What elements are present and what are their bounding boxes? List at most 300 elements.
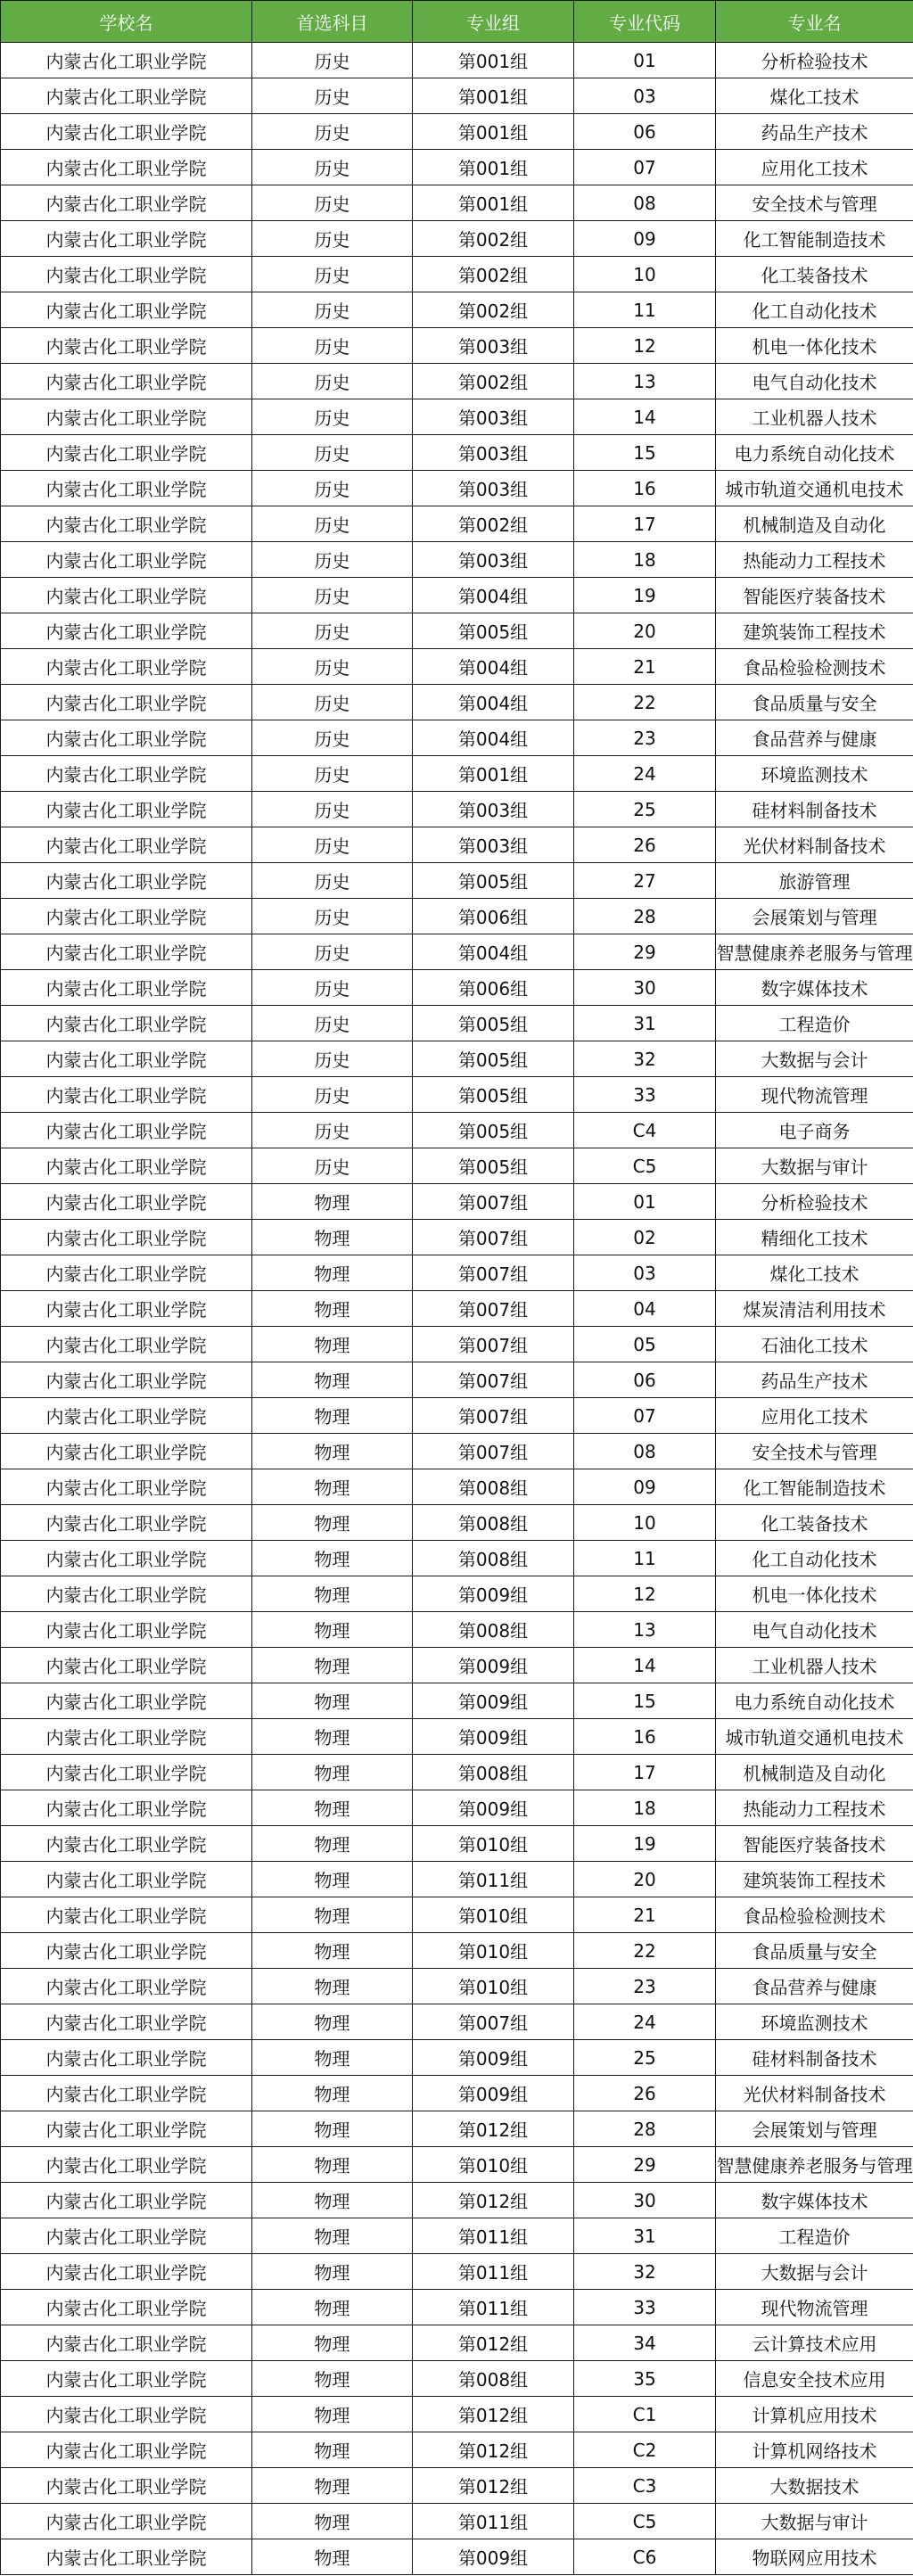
- code-cell: 12: [574, 328, 716, 364]
- group-cell: 第004组: [413, 720, 574, 756]
- code-cell: 10: [574, 1505, 716, 1541]
- school-cell: 内蒙古化工职业学院: [1, 1648, 252, 1683]
- subject-cell: 物理: [252, 2290, 413, 2325]
- table-row: [1, 1220, 913, 1255]
- major-cell: 旅游管理: [716, 863, 913, 899]
- code-cell: 18: [574, 1790, 716, 1826]
- group-cell: 第008组: [413, 1505, 574, 1541]
- school-cell: 内蒙古化工职业学院: [1, 1255, 252, 1291]
- code-cell: 25: [574, 2040, 716, 2076]
- code-cell: 23: [574, 1969, 716, 2004]
- subject-cell: 物理: [252, 1434, 413, 1469]
- school-cell: 内蒙古化工职业学院: [1, 1969, 252, 2004]
- table-row: [1, 1255, 913, 1291]
- group-cell: 第003组: [413, 471, 574, 506]
- subject-cell: 历史: [252, 827, 413, 863]
- major-cell: 化工智能制造技术: [716, 1469, 913, 1505]
- group-cell: 第005组: [413, 1041, 574, 1077]
- major-cell: 工业机器人技术: [716, 399, 913, 435]
- code-cell: 29: [574, 934, 716, 970]
- group-cell: 第008组: [413, 1612, 574, 1648]
- group-cell: 第007组: [413, 1398, 574, 1434]
- group-cell: 第007组: [413, 1291, 574, 1327]
- table-row: [1, 2290, 913, 2325]
- major-cell: 化工自动化技术: [716, 1541, 913, 1576]
- subject-cell: 历史: [252, 150, 413, 185]
- table-row: [1, 1398, 913, 1434]
- group-cell: 第012组: [413, 2432, 574, 2468]
- group-cell: 第012组: [413, 2397, 574, 2432]
- school-cell: 内蒙古化工职业学院: [1, 1755, 252, 1790]
- group-cell: 第004组: [413, 649, 574, 685]
- major-cell: 智能医疗装备技术: [716, 1826, 913, 1862]
- table-row: [1, 2040, 913, 2076]
- table-row: [1, 2218, 913, 2254]
- group-cell: 第011组: [413, 2290, 574, 2325]
- group-cell: 第007组: [413, 2004, 574, 2040]
- code-cell: 03: [574, 1255, 716, 1291]
- table-row: [1, 435, 913, 471]
- code-cell: 07: [574, 1398, 716, 1434]
- major-cell: 信息安全技术应用: [716, 2361, 913, 2397]
- school-cell: 内蒙古化工职业学院: [1, 150, 252, 185]
- code-cell: 30: [574, 2183, 716, 2218]
- major-cell: 硅材料制备技术: [716, 792, 913, 827]
- code-cell: 08: [574, 185, 716, 221]
- subject-cell: 历史: [252, 506, 413, 542]
- group-cell: 第006组: [413, 899, 574, 934]
- major-cell: 电力系统自动化技术: [716, 1683, 913, 1719]
- code-cell: 26: [574, 827, 716, 863]
- school-cell: 内蒙古化工职业学院: [1, 863, 252, 899]
- group-cell: 第011组: [413, 2254, 574, 2290]
- code-cell: 34: [574, 2325, 716, 2361]
- school-cell: 内蒙古化工职业学院: [1, 1719, 252, 1755]
- major-cell: 大数据与会计: [716, 1041, 913, 1077]
- code-cell: 01: [574, 43, 716, 78]
- table-row: [1, 720, 913, 756]
- table-row: [1, 1576, 913, 1612]
- table-row: [1, 899, 913, 934]
- subject-cell: 物理: [252, 2504, 413, 2539]
- table-row: [1, 1862, 913, 1897]
- group-cell: 第007组: [413, 1327, 574, 1362]
- code-cell: 21: [574, 1897, 716, 1933]
- subject-cell: 物理: [252, 1327, 413, 1362]
- table-row: [1, 1006, 913, 1041]
- table-row: [1, 1790, 913, 1826]
- table-row: [1, 2183, 913, 2218]
- major-cell: 大数据与会计: [716, 2254, 913, 2290]
- code-cell: 20: [574, 1862, 716, 1897]
- major-cell: 食品营养与健康: [716, 1969, 913, 2004]
- school-cell: 内蒙古化工职业学院: [1, 2361, 252, 2397]
- code-cell: 27: [574, 863, 716, 899]
- subject-cell: 历史: [252, 792, 413, 827]
- subject-cell: 历史: [252, 1148, 413, 1184]
- code-cell: 22: [574, 1933, 716, 1969]
- group-cell: 第009组: [413, 1683, 574, 1719]
- major-cell: 化工自动化技术: [716, 292, 913, 328]
- group-cell: 第010组: [413, 1969, 574, 2004]
- school-cell: 内蒙古化工职业学院: [1, 1541, 252, 1576]
- school-cell: 内蒙古化工职业学院: [1, 43, 252, 78]
- subject-cell: 物理: [252, 2147, 413, 2183]
- subject-cell: 历史: [252, 1041, 413, 1077]
- table-row: [1, 1933, 913, 1969]
- code-cell: 21: [574, 649, 716, 685]
- group-cell: 第006组: [413, 970, 574, 1006]
- school-cell: 内蒙古化工职业学院: [1, 506, 252, 542]
- header-code: 专业代码: [574, 1, 716, 43]
- table-row: [1, 1113, 913, 1148]
- table-row: [1, 1291, 913, 1327]
- code-cell: 05: [574, 1327, 716, 1362]
- group-cell: 第007组: [413, 1220, 574, 1255]
- major-cell: 智慧健康养老服务与管理: [716, 934, 913, 970]
- subject-cell: 物理: [252, 2076, 413, 2111]
- major-cell: 煤化工技术: [716, 1255, 913, 1291]
- major-cell: 化工装备技术: [716, 257, 913, 292]
- table-row: [1, 221, 913, 257]
- subject-cell: 物理: [252, 2539, 413, 2575]
- major-cell: 智能医疗装备技术: [716, 578, 913, 613]
- major-cell: 现代物流管理: [716, 2290, 913, 2325]
- school-cell: 内蒙古化工职业学院: [1, 114, 252, 150]
- school-cell: 内蒙古化工职业学院: [1, 720, 252, 756]
- group-cell: 第007组: [413, 1362, 574, 1398]
- group-cell: 第005组: [413, 1148, 574, 1184]
- subject-cell: 物理: [252, 1220, 413, 1255]
- table-row: [1, 827, 913, 863]
- code-cell: 25: [574, 792, 716, 827]
- table-row: [1, 1541, 913, 1576]
- table-row: [1, 1755, 913, 1790]
- code-cell: C5: [574, 1148, 716, 1184]
- subject-cell: 历史: [252, 114, 413, 150]
- major-cell: 煤炭清洁利用技术: [716, 1291, 913, 1327]
- code-cell: C1: [574, 2397, 716, 2432]
- subject-cell: 物理: [252, 1398, 413, 1434]
- code-cell: 09: [574, 221, 716, 257]
- major-cell: 光伏材料制备技术: [716, 2076, 913, 2111]
- major-cell: 热能动力工程技术: [716, 542, 913, 578]
- group-cell: 第008组: [413, 1541, 574, 1576]
- school-cell: 内蒙古化工职业学院: [1, 970, 252, 1006]
- table-row: [1, 2539, 913, 2575]
- code-cell: 19: [574, 578, 716, 613]
- major-cell: 电力系统自动化技术: [716, 435, 913, 471]
- school-cell: 内蒙古化工职业学院: [1, 1683, 252, 1719]
- major-cell: 化工装备技术: [716, 1505, 913, 1541]
- subject-cell: 历史: [252, 364, 413, 399]
- group-cell: 第009组: [413, 2076, 574, 2111]
- header-major: 专业名: [716, 1, 913, 43]
- subject-cell: 物理: [252, 1897, 413, 1933]
- major-cell: 药品生产技术: [716, 114, 913, 150]
- group-cell: 第007组: [413, 1255, 574, 1291]
- subject-cell: 历史: [252, 863, 413, 899]
- subject-cell: 物理: [252, 2040, 413, 2076]
- major-cell: 食品检验检测技术: [716, 1897, 913, 1933]
- school-cell: 内蒙古化工职业学院: [1, 685, 252, 720]
- group-cell: 第005组: [413, 1113, 574, 1148]
- school-cell: 内蒙古化工职业学院: [1, 1113, 252, 1148]
- major-cell: 计算机网络技术: [716, 2432, 913, 2468]
- major-cell: 机电一体化技术: [716, 328, 913, 364]
- school-cell: 内蒙古化工职业学院: [1, 1612, 252, 1648]
- school-cell: 内蒙古化工职业学院: [1, 2397, 252, 2432]
- subject-cell: 物理: [252, 1576, 413, 1612]
- school-cell: 内蒙古化工职业学院: [1, 899, 252, 934]
- major-cell: 电气自动化技术: [716, 1612, 913, 1648]
- school-cell: 内蒙古化工职业学院: [1, 2468, 252, 2504]
- code-cell: 06: [574, 114, 716, 150]
- school-cell: 内蒙古化工职业学院: [1, 2432, 252, 2468]
- code-cell: 30: [574, 970, 716, 1006]
- school-cell: 内蒙古化工职业学院: [1, 1006, 252, 1041]
- code-cell: 16: [574, 471, 716, 506]
- major-cell: 电子商务: [716, 1113, 913, 1148]
- school-cell: 内蒙古化工职业学院: [1, 2004, 252, 2040]
- school-cell: 内蒙古化工职业学院: [1, 328, 252, 364]
- group-cell: 第005组: [413, 1006, 574, 1041]
- subject-cell: 物理: [252, 1790, 413, 1826]
- major-cell: 安全技术与管理: [716, 185, 913, 221]
- school-cell: 内蒙古化工职业学院: [1, 1826, 252, 1862]
- major-cell: 食品检验检测技术: [716, 649, 913, 685]
- major-cell: 工程造价: [716, 2218, 913, 2254]
- code-cell: 17: [574, 1755, 716, 1790]
- code-cell: 29: [574, 2147, 716, 2183]
- subject-cell: 历史: [252, 78, 413, 114]
- subject-cell: 物理: [252, 1505, 413, 1541]
- code-cell: 24: [574, 2004, 716, 2040]
- school-cell: 内蒙古化工职业学院: [1, 613, 252, 649]
- table-row: [1, 1148, 913, 1184]
- subject-cell: 历史: [252, 899, 413, 934]
- major-cell: 药品生产技术: [716, 1362, 913, 1398]
- major-cell: 数字媒体技术: [716, 2183, 913, 2218]
- major-cell: 机电一体化技术: [716, 1576, 913, 1612]
- subject-cell: 物理: [252, 1969, 413, 2004]
- table-row: [1, 2397, 913, 2432]
- table-row: [1, 756, 913, 792]
- code-cell: 26: [574, 2076, 716, 2111]
- header-subject: 首选科目: [252, 1, 413, 43]
- group-cell: 第004组: [413, 934, 574, 970]
- table-row: [1, 364, 913, 399]
- major-cell: 硅材料制备技术: [716, 2040, 913, 2076]
- school-cell: 内蒙古化工职业学院: [1, 364, 252, 399]
- group-cell: 第002组: [413, 257, 574, 292]
- group-cell: 第002组: [413, 221, 574, 257]
- code-cell: 17: [574, 506, 716, 542]
- subject-cell: 物理: [252, 1648, 413, 1683]
- table-row: [1, 328, 913, 364]
- major-cell: 食品营养与健康: [716, 720, 913, 756]
- subject-cell: 物理: [252, 2432, 413, 2468]
- table-row: [1, 1612, 913, 1648]
- school-cell: 内蒙古化工职业学院: [1, 2325, 252, 2361]
- group-cell: 第001组: [413, 185, 574, 221]
- group-cell: 第002组: [413, 506, 574, 542]
- group-cell: 第003组: [413, 399, 574, 435]
- major-cell: 数字媒体技术: [716, 970, 913, 1006]
- school-cell: 内蒙古化工职业学院: [1, 1362, 252, 1398]
- group-cell: 第004组: [413, 685, 574, 720]
- group-cell: 第003组: [413, 435, 574, 471]
- school-cell: 内蒙古化工职业学院: [1, 1897, 252, 1933]
- code-cell: 35: [574, 2361, 716, 2397]
- code-cell: 10: [574, 257, 716, 292]
- group-cell: 第009组: [413, 2040, 574, 2076]
- school-cell: 内蒙古化工职业学院: [1, 185, 252, 221]
- table-row: [1, 1469, 913, 1505]
- major-cell: 热能动力工程技术: [716, 1790, 913, 1826]
- table-row: [1, 2504, 913, 2539]
- code-cell: C6: [574, 2539, 716, 2575]
- subject-cell: 历史: [252, 542, 413, 578]
- school-cell: 内蒙古化工职业学院: [1, 399, 252, 435]
- code-cell: 13: [574, 1612, 716, 1648]
- group-cell: 第010组: [413, 2147, 574, 2183]
- table-row: [1, 506, 913, 542]
- group-cell: 第007组: [413, 1434, 574, 1469]
- group-cell: 第002组: [413, 364, 574, 399]
- group-cell: 第012组: [413, 2183, 574, 2218]
- table-row: [1, 43, 913, 78]
- school-cell: 内蒙古化工职业学院: [1, 2147, 252, 2183]
- group-cell: 第001组: [413, 114, 574, 150]
- group-cell: 第012组: [413, 2325, 574, 2361]
- subject-cell: 历史: [252, 970, 413, 1006]
- major-cell: 建筑装饰工程技术: [716, 1862, 913, 1897]
- table-row: [1, 1969, 913, 2004]
- school-cell: 内蒙古化工职业学院: [1, 2040, 252, 2076]
- major-cell: 环境监测技术: [716, 756, 913, 792]
- school-cell: 内蒙古化工职业学院: [1, 1933, 252, 1969]
- code-cell: 23: [574, 720, 716, 756]
- group-cell: 第011组: [413, 2504, 574, 2539]
- group-cell: 第005组: [413, 863, 574, 899]
- school-cell: 内蒙古化工职业学院: [1, 542, 252, 578]
- subject-cell: 物理: [252, 1469, 413, 1505]
- school-cell: 内蒙古化工职业学院: [1, 756, 252, 792]
- table-row: [1, 2147, 913, 2183]
- code-cell: 13: [574, 364, 716, 399]
- major-cell: 大数据技术: [716, 2468, 913, 2504]
- school-cell: 内蒙古化工职业学院: [1, 2076, 252, 2111]
- school-cell: 内蒙古化工职业学院: [1, 827, 252, 863]
- school-cell: 内蒙古化工职业学院: [1, 1505, 252, 1541]
- school-cell: 内蒙古化工职业学院: [1, 2111, 252, 2147]
- group-cell: 第001组: [413, 756, 574, 792]
- school-cell: 内蒙古化工职业学院: [1, 1576, 252, 1612]
- code-cell: 03: [574, 78, 716, 114]
- school-cell: 内蒙古化工职业学院: [1, 257, 252, 292]
- major-cell: 机械制造及自动化: [716, 1755, 913, 1790]
- table-row: [1, 863, 913, 899]
- subject-cell: 物理: [252, 1184, 413, 1220]
- code-cell: 15: [574, 1683, 716, 1719]
- table-row: [1, 2076, 913, 2111]
- major-cell: 建筑装饰工程技术: [716, 613, 913, 649]
- school-cell: 内蒙古化工职业学院: [1, 1291, 252, 1327]
- subject-cell: 物理: [252, 1362, 413, 1398]
- subject-cell: 历史: [252, 292, 413, 328]
- table-row: [1, 1184, 913, 1220]
- table-row: [1, 613, 913, 649]
- subject-cell: 物理: [252, 2218, 413, 2254]
- group-cell: 第003组: [413, 792, 574, 827]
- subject-cell: 物理: [252, 1755, 413, 1790]
- subject-cell: 历史: [252, 43, 413, 78]
- major-cell: 化工智能制造技术: [716, 221, 913, 257]
- code-cell: 12: [574, 1576, 716, 1612]
- group-cell: 第011组: [413, 2218, 574, 2254]
- subject-cell: 物理: [252, 1933, 413, 1969]
- table-row: [1, 1648, 913, 1683]
- table-body: [1, 43, 913, 2575]
- subject-cell: 历史: [252, 1077, 413, 1113]
- major-cell: 环境监测技术: [716, 2004, 913, 2040]
- subject-cell: 历史: [252, 720, 413, 756]
- code-cell: 33: [574, 2290, 716, 2325]
- school-cell: 内蒙古化工职业学院: [1, 1220, 252, 1255]
- school-cell: 内蒙古化工职业学院: [1, 2254, 252, 2290]
- table-row: [1, 1362, 913, 1398]
- code-cell: 24: [574, 756, 716, 792]
- table-row: [1, 150, 913, 185]
- code-cell: 28: [574, 899, 716, 934]
- code-cell: 14: [574, 399, 716, 435]
- group-cell: 第008组: [413, 1755, 574, 1790]
- school-cell: 内蒙古化工职业学院: [1, 2539, 252, 2575]
- code-cell: 32: [574, 2254, 716, 2290]
- school-cell: 内蒙古化工职业学院: [1, 1148, 252, 1184]
- subject-cell: 物理: [252, 1255, 413, 1291]
- code-cell: 33: [574, 1077, 716, 1113]
- major-cell: 石油化工技术: [716, 1327, 913, 1362]
- group-cell: 第009组: [413, 1790, 574, 1826]
- school-cell: 内蒙古化工职业学院: [1, 471, 252, 506]
- group-cell: 第001组: [413, 150, 574, 185]
- code-cell: 32: [574, 1041, 716, 1077]
- group-cell: 第010组: [413, 1933, 574, 1969]
- subject-cell: 物理: [252, 1612, 413, 1648]
- code-cell: 28: [574, 2111, 716, 2147]
- table-row: [1, 1327, 913, 1362]
- code-cell: C2: [574, 2432, 716, 2468]
- school-cell: 内蒙古化工职业学院: [1, 1077, 252, 1113]
- subject-cell: 物理: [252, 2111, 413, 2147]
- group-cell: 第008组: [413, 2361, 574, 2397]
- subject-cell: 历史: [252, 185, 413, 221]
- major-cell: 安全技术与管理: [716, 1434, 913, 1469]
- table-row: [1, 1041, 913, 1077]
- group-cell: 第004组: [413, 578, 574, 613]
- subject-cell: 历史: [252, 756, 413, 792]
- table-row: [1, 2325, 913, 2361]
- school-cell: 内蒙古化工职业学院: [1, 1327, 252, 1362]
- code-cell: 04: [574, 1291, 716, 1327]
- code-cell: 08: [574, 1434, 716, 1469]
- school-cell: 内蒙古化工职业学院: [1, 578, 252, 613]
- group-cell: 第009组: [413, 1576, 574, 1612]
- major-cell: 应用化工技术: [716, 150, 913, 185]
- table-row: [1, 2111, 913, 2147]
